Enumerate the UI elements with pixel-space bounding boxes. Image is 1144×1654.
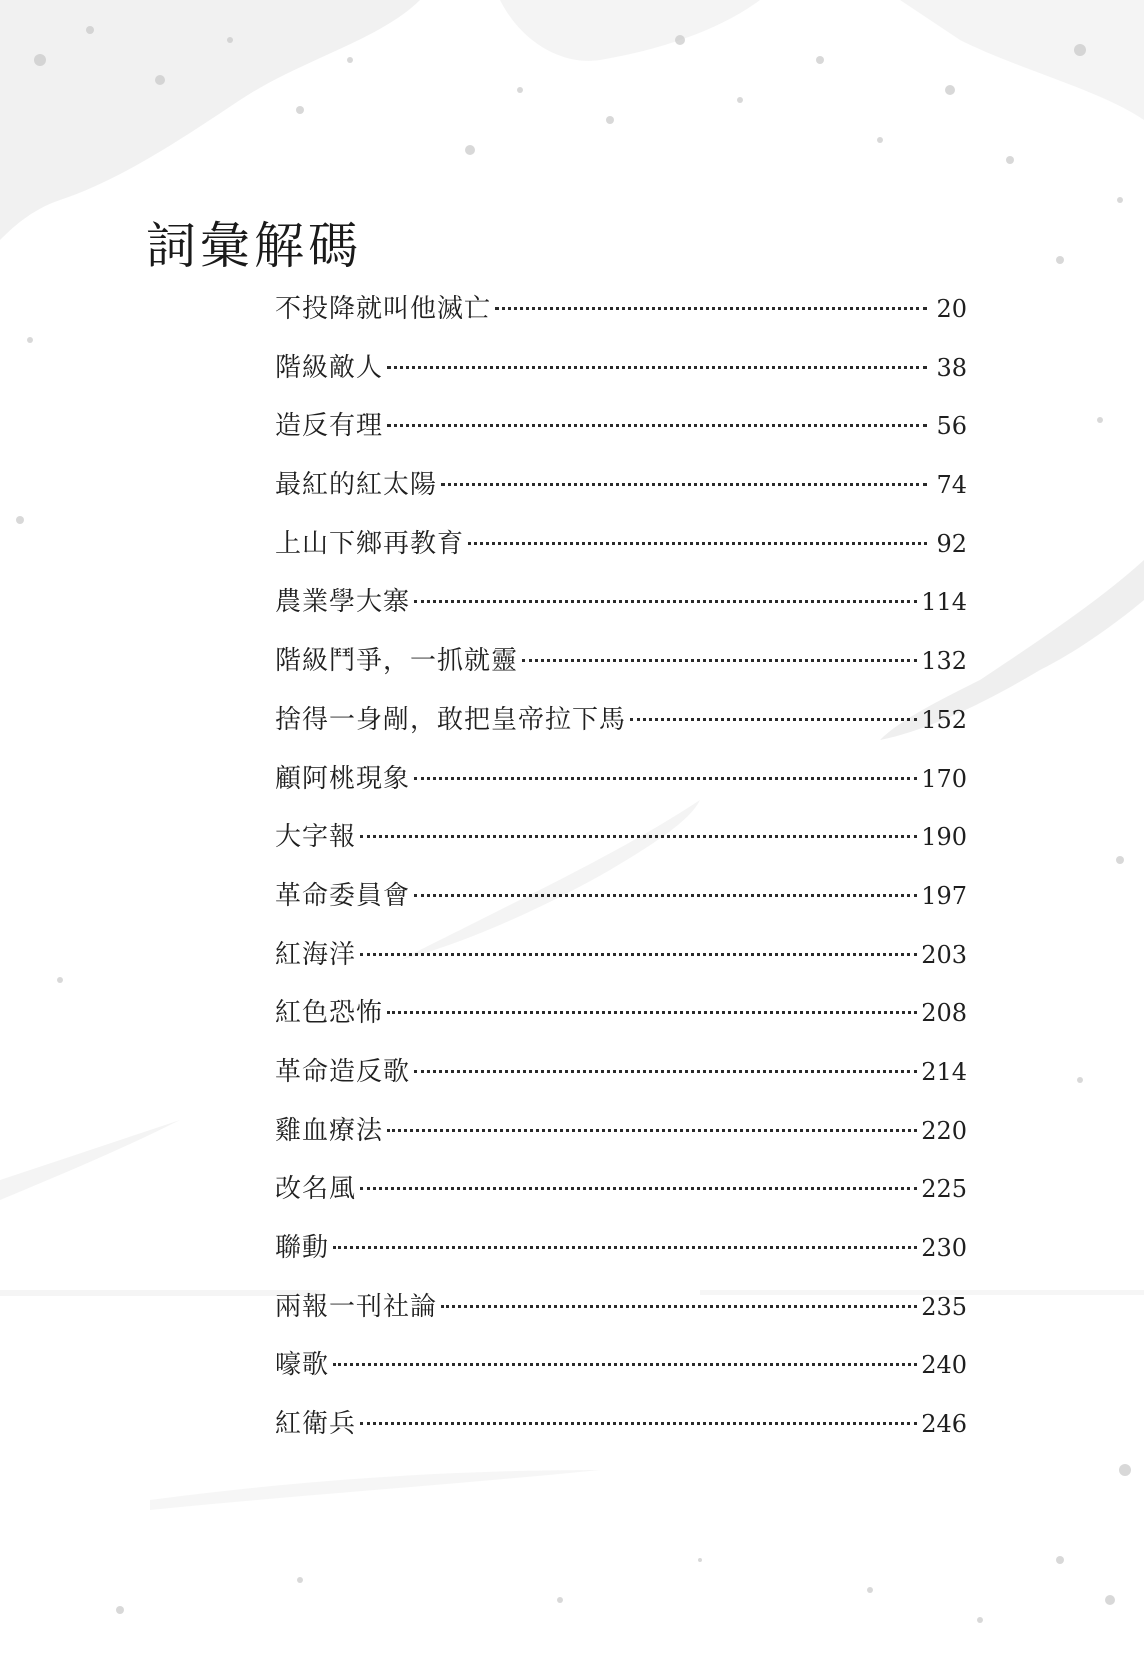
toc-entry-page: 132	[921, 647, 967, 676]
toc-entry-page: 170	[921, 764, 967, 793]
toc-entry[interactable]	[275, 515, 967, 574]
toc-entry-title: 紅衛兵	[275, 1409, 357, 1440]
dot-leader	[333, 1363, 917, 1366]
toc-entry[interactable]	[275, 1043, 967, 1102]
toc-entry-title: 聯動	[275, 1233, 330, 1263]
toc-entry-page: 220	[921, 1116, 967, 1145]
toc-entry-page: 92	[936, 529, 967, 558]
toc-entry-page: 38	[936, 353, 967, 382]
dot-leader	[495, 307, 927, 310]
toc-entry-page: 225	[921, 1175, 967, 1204]
toc-entry-title: 捨得一身剮，敢把皇帝拉下馬	[275, 704, 627, 735]
toc-entry-title: 階級敵人	[275, 352, 384, 383]
dot-leader	[387, 1011, 917, 1014]
toc-entry-page: 240	[921, 1351, 967, 1380]
toc-entry-title: 不投降就叫他滅亡	[275, 294, 492, 324]
toc-entry[interactable]	[275, 926, 967, 985]
dot-leader	[441, 483, 927, 486]
toc-entry-page: 190	[921, 823, 967, 852]
dot-leader	[414, 777, 917, 780]
toc-entry-title: 紅海洋	[275, 939, 357, 970]
dot-leader	[387, 424, 927, 427]
toc-entry[interactable]	[275, 339, 967, 398]
dot-leader	[360, 835, 917, 838]
dot-leader	[414, 600, 917, 603]
dot-leader	[360, 953, 917, 956]
dot-leader	[522, 659, 917, 662]
dot-leader	[468, 542, 927, 545]
dot-leader	[333, 1246, 917, 1249]
toc-entry-title: 大字報	[275, 822, 357, 853]
toc-entry[interactable]	[275, 867, 967, 926]
dot-leader	[441, 1305, 917, 1308]
dot-leader	[630, 718, 917, 721]
toc-entry-title: 兩報一刊社論	[275, 1291, 438, 1322]
toc-entry[interactable]	[275, 632, 967, 691]
toc-entry[interactable]	[275, 750, 967, 809]
dot-leader	[360, 1187, 917, 1190]
section-title: 詞彙解碼	[146, 217, 362, 275]
toc-entry-page: 208	[921, 999, 967, 1028]
toc-entry-title: 造反有理	[275, 411, 384, 442]
toc-entry-title: 階級鬥爭，一抓就靈	[275, 646, 519, 677]
toc-entry[interactable]	[275, 280, 967, 339]
toc-entry-page: 203	[921, 940, 967, 969]
toc-entry[interactable]	[275, 1102, 967, 1161]
toc-entry[interactable]	[275, 456, 967, 515]
toc-entry-title: 上山下鄉再教育	[275, 528, 465, 559]
toc-entry[interactable]	[275, 808, 967, 867]
toc-entry-title: 農業學大寨	[275, 587, 411, 618]
toc-entry[interactable]	[275, 397, 967, 456]
toc-entry-title: 嚎歌	[275, 1350, 330, 1381]
dot-leader	[387, 1129, 917, 1132]
toc-entry-title: 雞血療法	[275, 1115, 384, 1146]
toc-entry-title: 顧阿桃現象	[275, 763, 411, 794]
toc-entry-page: 214	[921, 1057, 967, 1086]
toc-entry[interactable]	[275, 1278, 967, 1337]
toc-entry[interactable]	[275, 984, 967, 1043]
toc-entry-page: 230	[921, 1234, 967, 1262]
toc-entry[interactable]	[275, 1219, 967, 1278]
toc-entry[interactable]	[275, 1395, 967, 1454]
toc-entry[interactable]	[275, 573, 967, 632]
toc-entry-page: 20	[936, 295, 967, 323]
toc-entry-page: 235	[921, 1292, 967, 1321]
dot-leader	[414, 894, 917, 897]
dot-leader	[387, 366, 927, 369]
toc-entry-page: 114	[921, 588, 967, 617]
dot-leader	[360, 1422, 917, 1425]
toc-entry-page: 197	[921, 881, 967, 910]
toc-entry[interactable]	[275, 691, 967, 750]
toc-entry[interactable]	[275, 1336, 967, 1395]
dot-leader	[414, 1070, 917, 1073]
toc-entry-title: 改名風	[275, 1174, 357, 1205]
toc-entry-title: 革命造反歌	[275, 1056, 411, 1087]
toc-entry-page: 74	[936, 471, 967, 500]
toc-entry-page: 56	[936, 412, 967, 441]
toc-entry[interactable]	[275, 1160, 967, 1219]
toc-entry-title: 最紅的紅太陽	[275, 470, 438, 501]
toc-entry-title: 紅色恐怖	[275, 998, 384, 1029]
toc-entry-page: 152	[921, 705, 967, 734]
toc-entry-page: 246	[921, 1410, 967, 1439]
toc-entry-title: 革命委員會	[275, 880, 411, 911]
table-of-contents	[275, 280, 967, 1454]
